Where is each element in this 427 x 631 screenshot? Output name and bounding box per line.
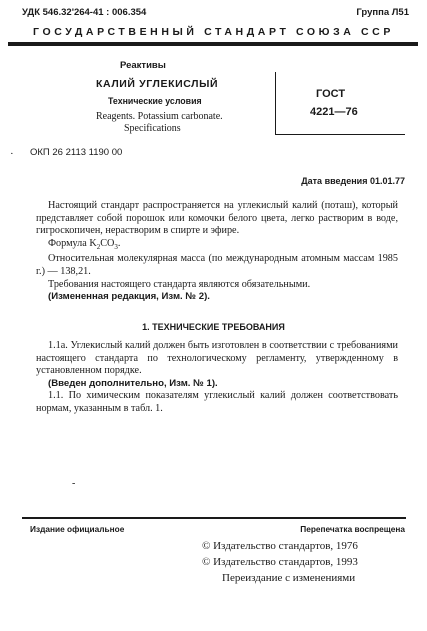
english-title-line1: Reagents. Potassium carbonate. (96, 111, 223, 122)
okp-code: ОКП 26 2113 1190 00 (30, 147, 123, 158)
section-text-block (36, 340, 398, 416)
copyright-1993: © Издательство стандартов, 1993 (202, 556, 358, 568)
scope-paragraph: Настоящий стандарт распространяется на углекислый калий (поташ), который представляет собой порошок или комочки белого цвета, легко растворим в воде, гигроскопичен, нерастворим в спирте и эфире. (36, 200, 398, 237)
clause-1-1a: 1.1а. Углекислый калий должен быть изготовлен в соответствии с требованиями настоящего стандарта по технологическому регламенту, утвержденному в установленном порядке. (36, 340, 398, 377)
formula-label: Формула K (48, 237, 97, 249)
header-rule (8, 42, 418, 46)
section-heading: 1. ТЕХНИЧЕСКИЕ ТРЕБОВАНИЯ (142, 322, 285, 332)
reissue-note: Переиздание с изменениями (222, 572, 356, 584)
formula-subscript-o: 3 (114, 242, 118, 251)
document-subtitle: Технические условия (108, 96, 202, 106)
formula-period: . (117, 237, 121, 249)
gost-label: ГОСТ (316, 88, 346, 100)
edition-note: (Измененная редакция, Изм. № 2). (48, 291, 210, 303)
gost-divider (275, 72, 276, 135)
english-title-line2: Specifications (124, 123, 181, 134)
introduction-date: Дата введения 01.01.77 (301, 176, 405, 186)
udk-code: УДК 546.32'264-41 : 006.354 (22, 7, 147, 18)
official-edition-label: Издание официальное (30, 524, 125, 534)
clause-1-1: 1.1. По химическим показателям углекислый калий должен соответствовать нормам, указанным в табл. 1. (36, 390, 398, 414)
main-text-block (36, 200, 398, 304)
formula-carbonate: CO (100, 237, 115, 249)
footer-rule (22, 517, 406, 519)
copyright-1976: © Издательство стандартов, 1976 (202, 540, 358, 552)
margin-mark: ‑ (72, 478, 76, 489)
state-standard-heading: ГОСУДАРСТВЕННЫЙ СТАНДАРТ СОЮЗА ССР (33, 26, 394, 38)
formula-line (36, 238, 398, 254)
margin-dot: · (10, 148, 14, 160)
mandatory-requirements: Требования настоящего стандарта являются обязательными. (48, 278, 311, 290)
addition-note: (Введен дополнительно, Изм. № 1). (48, 377, 218, 389)
group-code: Группа Л51 (356, 7, 409, 18)
title-block-underline (275, 134, 405, 135)
molecular-mass-paragraph: Относительная молекулярная масса (по международным атомным массам 1985 г.) — 138,21. (36, 253, 398, 277)
reprint-prohibited-label: Перепечатка воспрещена (300, 524, 405, 534)
gost-number: 4221—76 (310, 106, 358, 118)
formula-subscript-k: 2 (96, 242, 101, 251)
document-title: КАЛИЙ УГЛЕКИСЛЫЙ (96, 78, 219, 90)
category-label: Реактивы (120, 60, 166, 71)
